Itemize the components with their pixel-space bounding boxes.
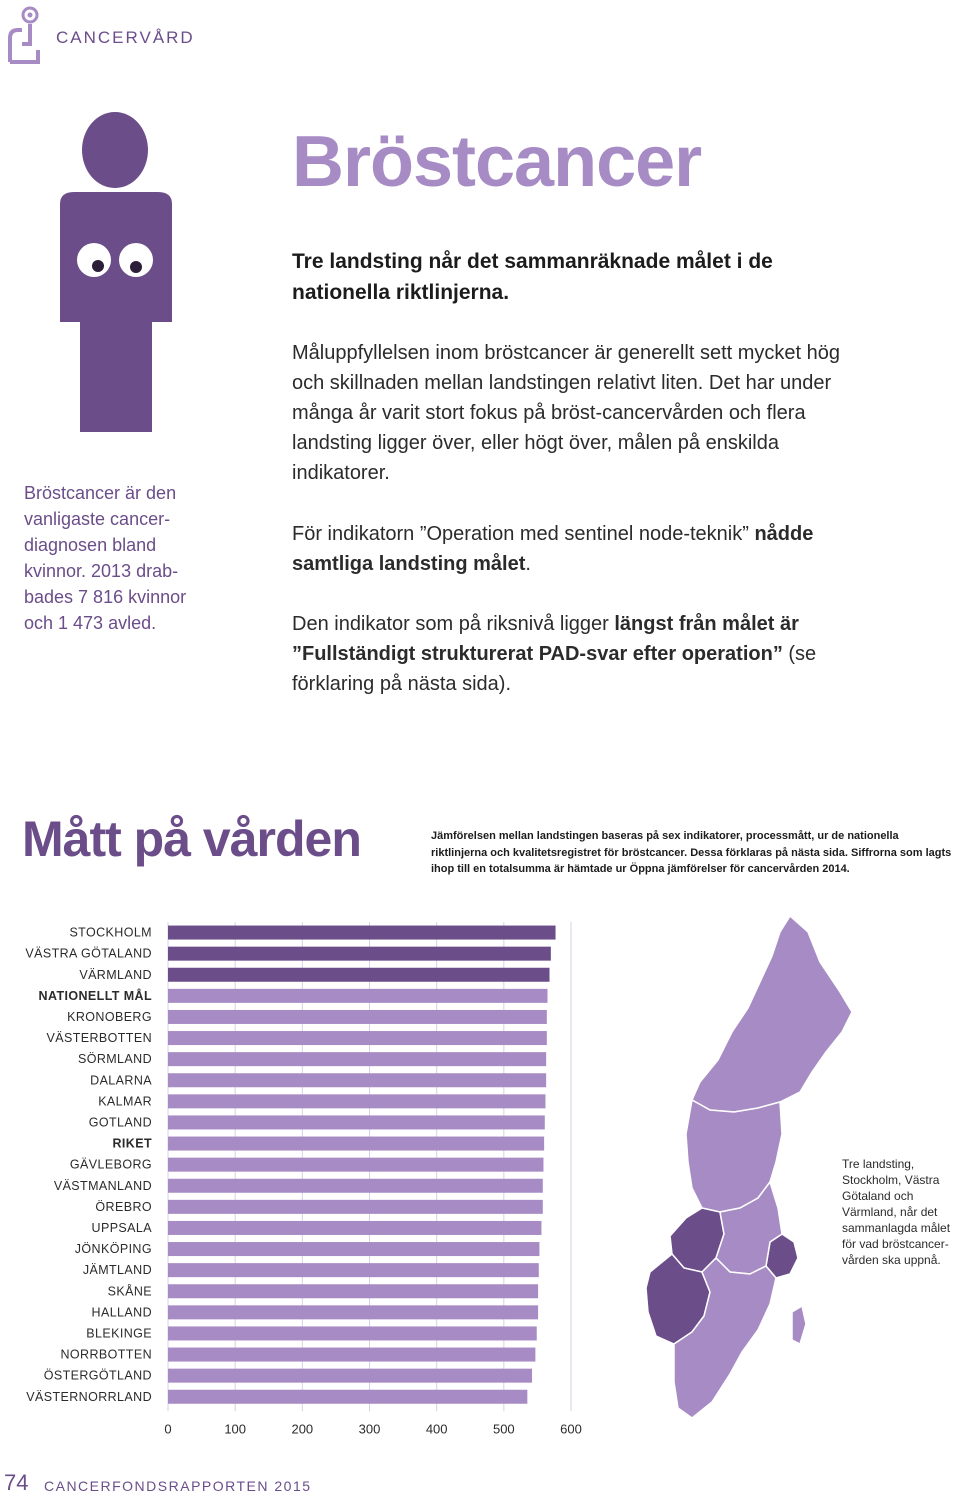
x-tick-label: 300 <box>358 1421 381 1437</box>
category-label: JÖNKÖPING <box>74 1242 152 1257</box>
x-tick-label: 600 <box>560 1421 582 1437</box>
category-label: JÄMTLAND <box>82 1263 152 1278</box>
bar <box>168 1137 544 1151</box>
bar <box>168 1221 541 1235</box>
category-label: VÄSTMANLAND <box>53 1178 152 1193</box>
bar <box>168 1094 545 1108</box>
body-paragraph-1: Måluppfyllelsen inom bröstcancer är generellt sett mycket hög och skillnaden mellan landstingen relativt liten. Det har under många år varit stort fokus på bröst-cancervården och flera landsting ligger över, eller högt över, målen på enskilda indikatorer. <box>292 342 841 484</box>
bar <box>168 1200 543 1214</box>
category-label: SÖRMLAND <box>77 1052 152 1067</box>
category-label: KRONOBERG <box>67 1009 152 1024</box>
bar <box>168 1369 532 1383</box>
bar <box>168 1348 535 1362</box>
category-label: ÖREBRO <box>95 1199 152 1214</box>
microscope-icon <box>4 4 44 64</box>
bar <box>168 947 551 961</box>
category-label: KALMAR <box>98 1094 152 1109</box>
para2-end: . <box>525 553 531 575</box>
bar <box>168 1390 527 1404</box>
section-heading: Mått på vården <box>22 811 361 867</box>
category-label: SKÅNE <box>107 1284 152 1299</box>
sweden-map <box>630 912 860 1432</box>
category-label: VÄSTERBOTTEN <box>46 1031 152 1046</box>
bar <box>168 1263 539 1277</box>
bar <box>168 1052 546 1066</box>
para2-bold: nådde samtliga landsting målet <box>292 523 814 575</box>
para3-end: (se förklaring på nästa sida). <box>292 643 817 695</box>
bar <box>168 1031 547 1045</box>
section-intro: Jämförelsen mellan landstingen baseras på sex indikatorer, processmått, ur de nationella riktlinjerna och kvalitetsregistret för bröstcancer. Dessa förklaras på nästa sida. Siffrorna som lagts ihop till en totalsumma är hämtade ur Öppna jämförelser för cancervården 2014. <box>431 830 952 875</box>
category-label: DALARNA <box>90 1073 152 1088</box>
map-caption: Tre landsting, Stockholm, Västra Götaland och Värmland, når det sammanlagda målet för vad bröstcancer-vården ska uppnå. <box>842 1157 951 1267</box>
x-tick-label: 200 <box>291 1421 314 1437</box>
lead-paragraph: Tre landsting når det sammanräknade målet i de nationella riktlinjerna. <box>292 250 773 304</box>
side-fact: Bröstcancer är den vanligaste cancer-diagnosen bland kvinnor. 2013 drab-bades 7 816 kvinnor och 1 473 avled. <box>24 483 187 633</box>
person-figure-icon <box>52 112 180 436</box>
map-region-north <box>692 916 852 1112</box>
page-number: 74 <box>4 1470 29 1495</box>
category-label: GÄVLEBORG <box>69 1157 152 1172</box>
section-label: CANCERVÅRD <box>56 28 195 47</box>
page-title: Bröstcancer <box>292 122 702 202</box>
bar <box>168 1305 538 1319</box>
body-paragraph-3 <box>292 609 872 699</box>
bar <box>168 1115 545 1129</box>
para3-bold: längst från målet är ”Fullständigt strukturerat PAD-svar efter operation” <box>292 613 799 665</box>
category-label: VÄSTRA GÖTALAND <box>25 946 152 961</box>
bar <box>168 1073 546 1087</box>
category-label: BLEKINGE <box>86 1326 152 1341</box>
para2-text: För indikatorn ”Operation med sentinel node-teknik” <box>292 523 755 545</box>
category-label: UPPSALA <box>91 1220 152 1235</box>
bar <box>168 1284 538 1298</box>
bar <box>168 968 550 982</box>
para3-text: Den indikator som på riksnivå ligger <box>292 613 615 635</box>
body-paragraph-2 <box>292 519 872 579</box>
category-label: RIKET <box>112 1136 152 1151</box>
x-tick-label: 0 <box>164 1421 172 1437</box>
x-tick-label: 100 <box>224 1421 247 1437</box>
category-label: VÄSTERNORRLAND <box>26 1389 152 1404</box>
bar <box>168 989 547 1003</box>
category-label: ÖSTERGÖTLAND <box>43 1368 152 1383</box>
category-label: NORRBOTTEN <box>60 1347 152 1362</box>
bar <box>168 926 556 940</box>
x-tick-label: 500 <box>492 1421 515 1437</box>
category-label: HALLAND <box>91 1305 152 1320</box>
x-tick-label: 400 <box>425 1421 448 1437</box>
category-label: STOCKHOLM <box>69 925 152 940</box>
bar-chart <box>0 910 600 1440</box>
category-label: VÄRMLAND <box>79 967 152 982</box>
category-label: GOTLAND <box>88 1115 152 1130</box>
bar <box>168 1158 543 1172</box>
category-label: NATIONELLT MÅL <box>38 988 152 1003</box>
footer-title: CANCERFONDSRAPPORTEN 2015 <box>44 1478 312 1494</box>
map-region-gotland <box>792 1306 806 1344</box>
bar <box>168 1242 539 1256</box>
bar <box>168 1326 537 1340</box>
bar <box>168 1179 543 1193</box>
bar <box>168 1010 547 1024</box>
